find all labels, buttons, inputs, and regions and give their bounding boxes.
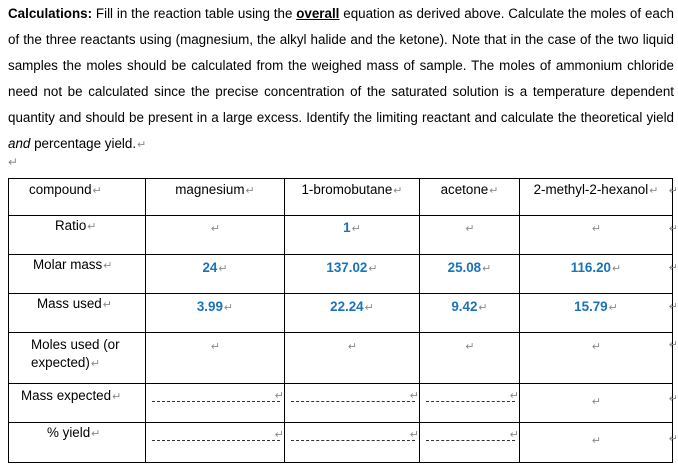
cell-yield-2-methyl-2-hexanol: ↵ bbox=[520, 423, 673, 463]
cell-ratio-2-methyl-2-hexanol: ↵ bbox=[520, 216, 673, 255]
row-end-mark-icon: ↵ bbox=[668, 301, 678, 313]
calculations-heading: Calculations: bbox=[8, 6, 93, 21]
table-row bbox=[9, 384, 673, 423]
row-label-mass-expected: Mass expected↵ bbox=[9, 384, 146, 423]
paragraph-mark-icon: ↵ bbox=[137, 139, 147, 151]
cell-moles-1-bromobutane: ↵ bbox=[285, 333, 420, 384]
cell-molar-mass-acetone: 25.08↵ bbox=[420, 255, 520, 294]
row-label-percent-yield: % yield↵ bbox=[9, 423, 146, 463]
cell-molar-mass-magnesium: 24↵ bbox=[146, 255, 285, 294]
table-row bbox=[9, 216, 673, 255]
table-row bbox=[9, 294, 673, 333]
cell-yield-1-bromobutane: ↵ bbox=[285, 423, 420, 463]
cell-mass-expected-magnesium: ↵ bbox=[146, 384, 285, 423]
cell-ratio-magnesium: ↵ bbox=[146, 216, 285, 255]
table-row bbox=[9, 423, 673, 463]
cell-mass-used-magnesium: 3.99↵ bbox=[146, 294, 285, 333]
cell-mass-expected-1-bromobutane: ↵ bbox=[285, 384, 420, 423]
row-label-molar-mass: Molar mass↵ bbox=[9, 255, 146, 294]
cell-moles-acetone: ↵ bbox=[420, 333, 520, 384]
reaction-table bbox=[8, 178, 673, 463]
header-compound: compound↵ bbox=[9, 179, 146, 216]
cell-molar-mass-1-bromobutane: 137.02↵ bbox=[285, 255, 420, 294]
cell-mass-expected-acetone: ↵ bbox=[420, 384, 520, 423]
instructions-paragraph: Calculations: Fill in the reaction table using the overall equation as derived above. Calculate the moles of each of the three reactants using (magnesium, the alkyl halide and the ketone). Note that in the case of the two liquid samples the moles should be calculated from the weighed mass of sample. The moles of ammonium chloride need not be calculated since the precise concentration of the saturated solution is a temperature dependent quantity and should be present in a large excess. Identify the limiting reactant and calculate the theoretical yield and percentage yield.↵ bbox=[8, 6, 674, 151]
row-label-moles-used: Moles used (or expected)↵ bbox=[9, 333, 146, 384]
table-row bbox=[9, 333, 673, 384]
row-end-mark-icon: ↵ bbox=[668, 223, 678, 235]
header-magnesium: magnesium↵ bbox=[146, 179, 285, 216]
row-end-mark-icon: ↵ bbox=[668, 262, 678, 274]
header-acetone: acetone↵ bbox=[420, 179, 520, 216]
header-2-methyl-2-hexanol: 2-methyl-2-hexanol↵ bbox=[520, 179, 673, 216]
header-1-bromobutane: 1-bromobutane↵ bbox=[285, 179, 420, 216]
cell-mass-expected-2-methyl-2-hexanol: ↵ bbox=[520, 384, 673, 423]
row-end-mark-icon: ↵ bbox=[668, 393, 678, 405]
overall-emphasis: overall bbox=[296, 6, 340, 21]
paragraph-mark-icon: ↵ bbox=[8, 155, 19, 169]
row-label-ratio: Ratio↵ bbox=[9, 216, 146, 255]
cell-ratio-1-bromobutane: 1↵ bbox=[285, 216, 420, 255]
cell-mass-used-2-methyl-2-hexanol: 15.79↵ bbox=[520, 294, 673, 333]
cell-molar-mass-2-methyl-2-hexanol: 116.20↵ bbox=[520, 255, 673, 294]
row-end-mark-icon: ↵ bbox=[668, 185, 678, 197]
cell-yield-magnesium: ↵ bbox=[146, 423, 285, 463]
cell-mass-used-1-bromobutane: 22.24↵ bbox=[285, 294, 420, 333]
cell-ratio-acetone: ↵ bbox=[420, 216, 520, 255]
row-label-mass-used: Mass used↵ bbox=[9, 294, 146, 333]
cell-moles-magnesium: ↵ bbox=[146, 333, 285, 384]
row-end-mark-icon: ↵ bbox=[668, 339, 678, 351]
cell-moles-2-methyl-2-hexanol: ↵ bbox=[520, 333, 673, 384]
row-end-mark-icon: ↵ bbox=[668, 433, 678, 445]
cell-yield-acetone: ↵ bbox=[420, 423, 520, 463]
table-header-row bbox=[9, 179, 673, 216]
table-row bbox=[9, 255, 673, 294]
cell-mass-used-acetone: 9.42↵ bbox=[420, 294, 520, 333]
